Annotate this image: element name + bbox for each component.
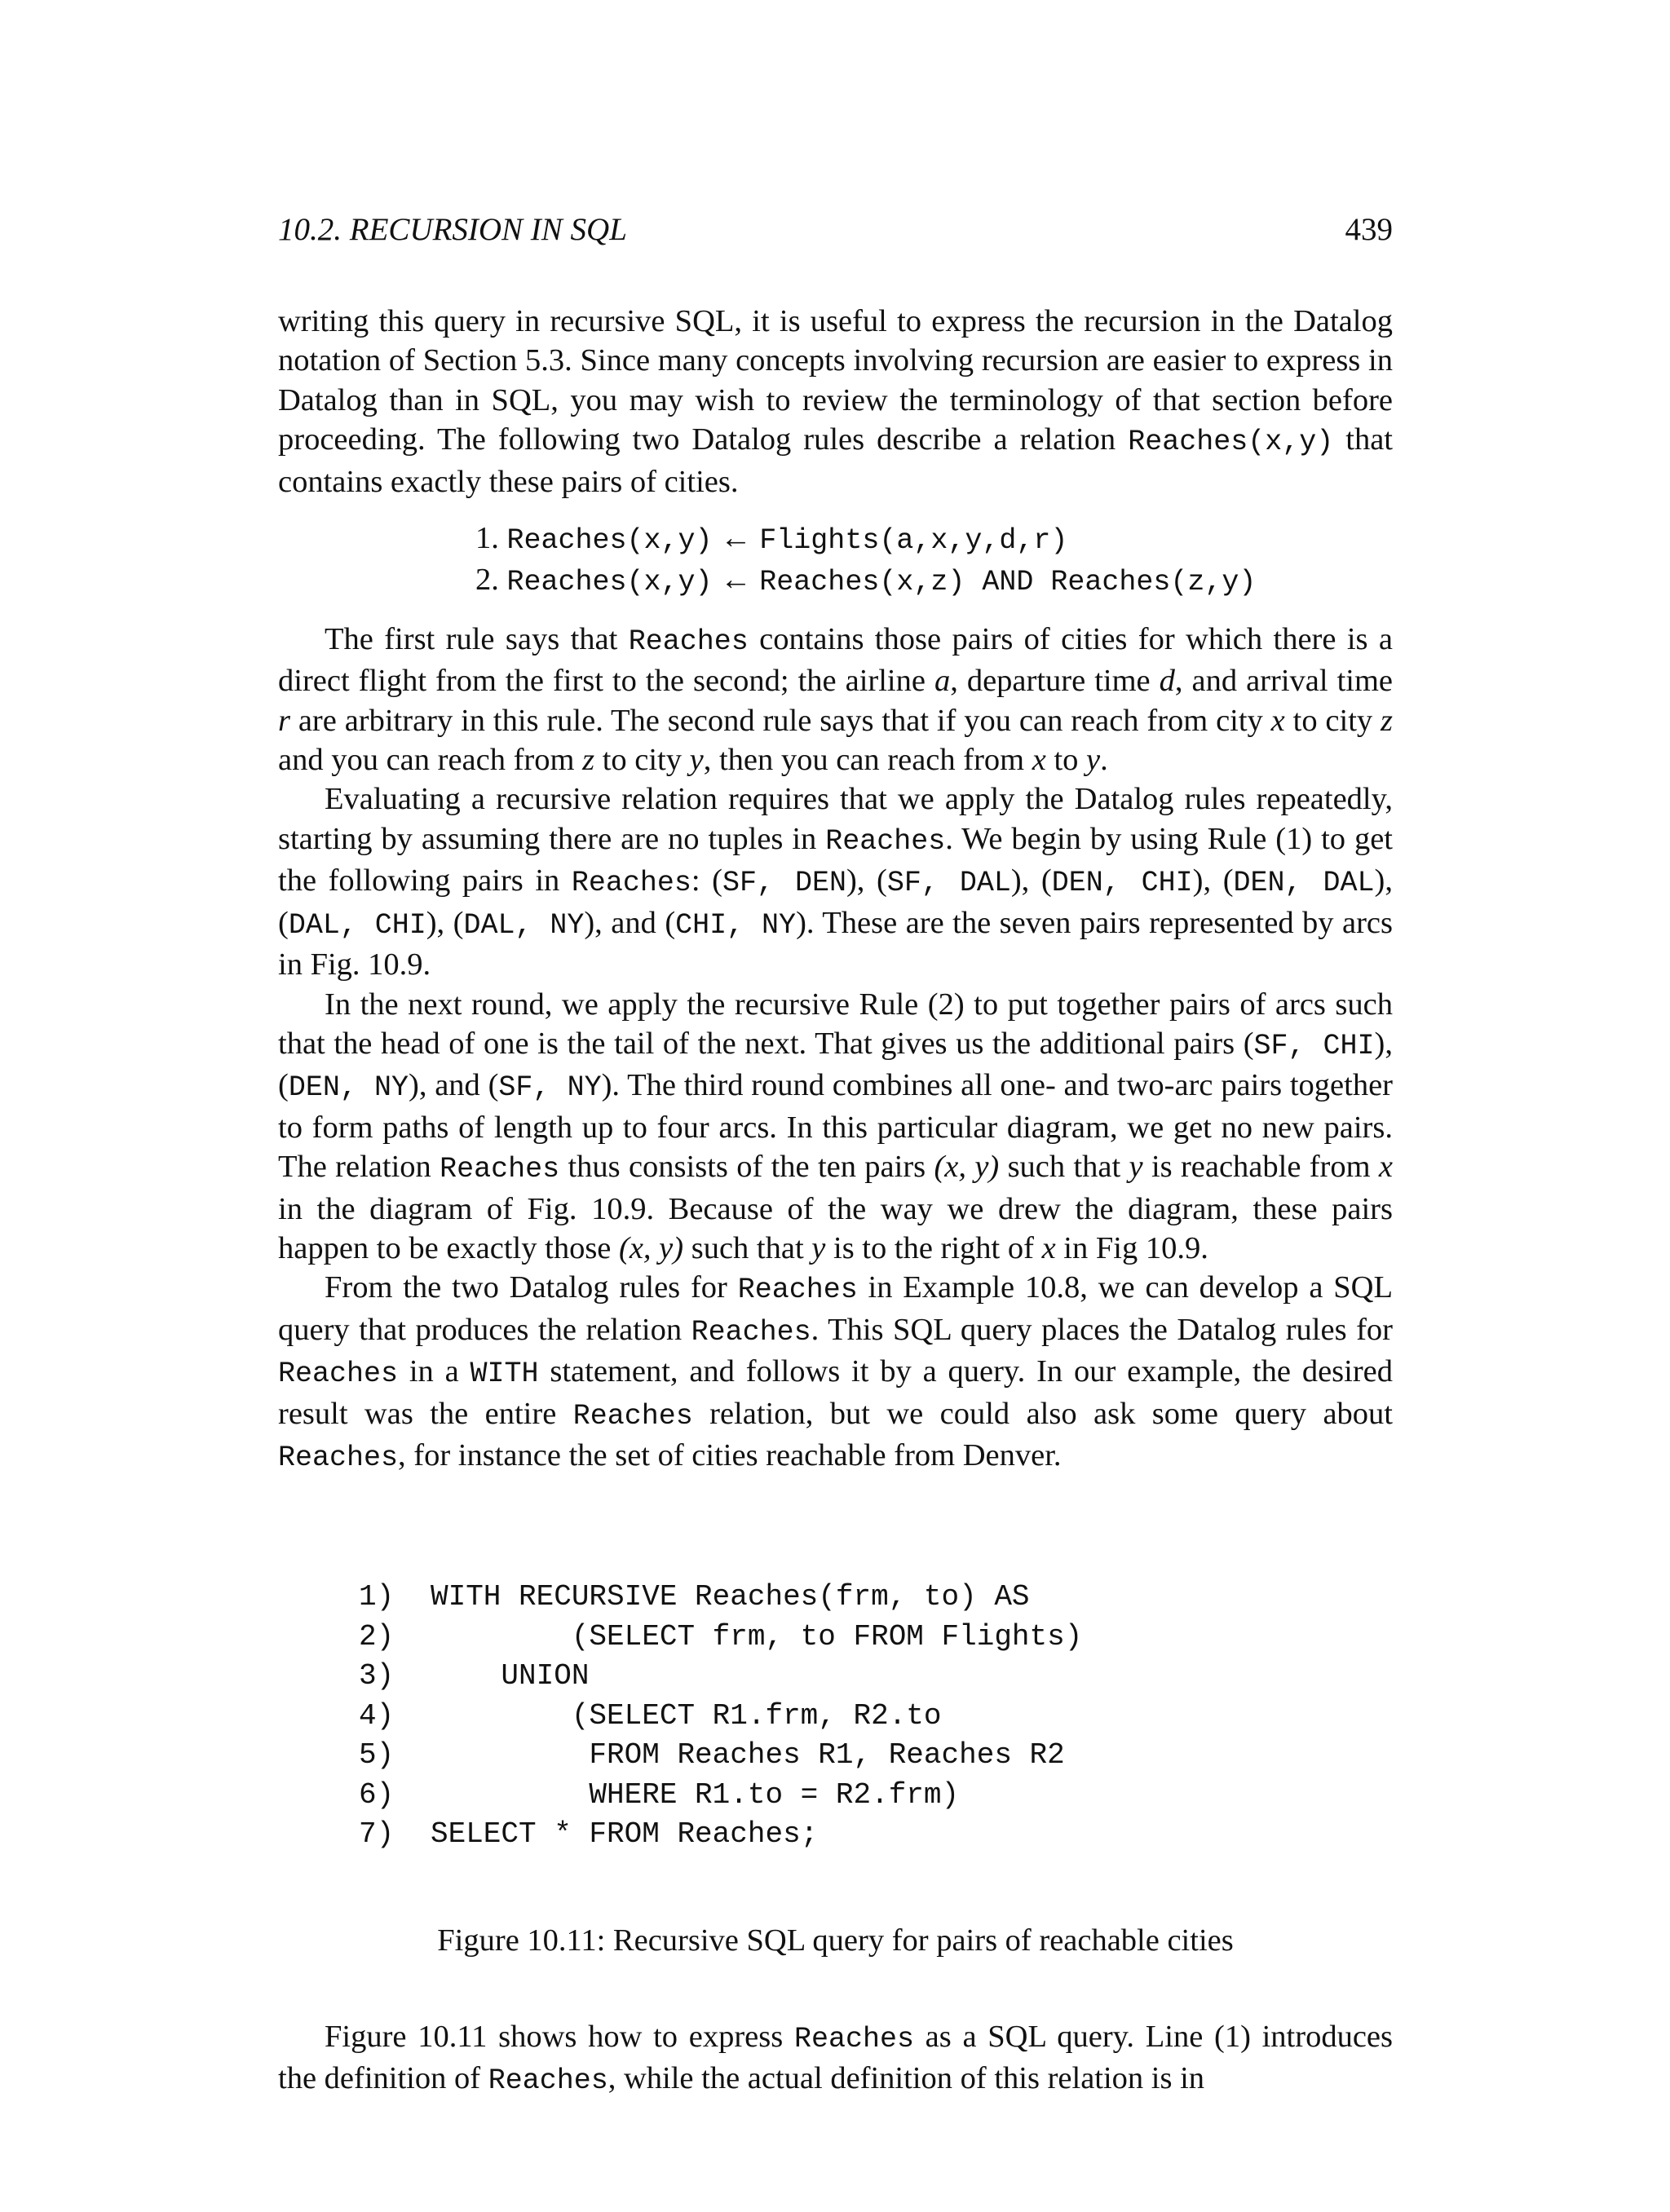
code-line: 2) (SELECT frm, to FROM Flights) xyxy=(359,1619,1083,1653)
section-title: 10.2. RECURSION IN SQL xyxy=(278,212,627,247)
body-text xyxy=(278,302,1393,1477)
paragraph-evaluation: Evaluating a recursive relation requires that we apply the Datalog rules repeatedly, starting by assuming there are no tuples in Reaches. We begin by using Rule (1) to get the following pairs in Reaches: (SF, DEN), (SF, DAL), (DEN, CHI), (DEN, DAL), (DAL, CHI), (DAL, NY), and (CHI, NY). These are the seven pairs represented by arcs in Fig. 10.9. xyxy=(278,782,1394,982)
datalog-rules xyxy=(278,519,1393,603)
sql-code-listing xyxy=(359,1578,1256,1855)
code-line: 5) FROM Reaches R1, Reaches R2 xyxy=(359,1738,1065,1772)
code-line: 4) (SELECT R1.frm, R2.to xyxy=(359,1698,942,1733)
paragraph-sql-intro: From the two Datalog rules for Reaches in Example 10.8, we can develop a SQL query that produces the relation Reaches. This SQL query places the Datalog rules for Reaches in a WITH statement, and follows it by a query. In our example, the desired result was the entire Reaches relation, but we could also ask some query about Reaches, for instance the set of cities reachable from Denver. xyxy=(278,1270,1393,1474)
paragraph-next-round: In the next round, we apply the recursive Rule (2) to put together pairs of arcs such that the head of one is the tail of the next. That gives us the additional pairs (SF, CHI), (DEN, NY), and (SF, NY). The third round combines all one- and two-arc pairs together to form paths of length up to four arcs. In this particular diagram, we get no new pairs. The relation Reaches thus consists of the ten pairs (x, y) such that y is reachable from x in the diagram of Fig. 10.9. Because of the way we drew the diagram, these pairs happen to be exactly those (x, y) such that y is to the right of x in Fig 10.9. xyxy=(278,987,1393,1265)
page-number: 439 xyxy=(1345,212,1393,247)
code-line: 1) WITH RECURSIVE Reaches(frm, to) AS xyxy=(359,1580,1030,1614)
datalog-rule: 1. Reaches(x,y) ← Flights(a,x,y,d,r) xyxy=(475,521,1068,558)
paragraph-rule-explanation: The first rule says that Reaches contains those pairs of cities for which there is a direct flight from the first to the second; the airline a, departure time d, and arrival time r are arbitrary in this rule. The second rule says that if you can reach from city x to city z and you can reach from z to city y, then you can reach from x to y. xyxy=(278,621,1394,778)
code-line: 3) UNION xyxy=(359,1659,590,1693)
figure-caption: Figure 10.11: Recursive SQL query for pairs of reachable cities xyxy=(437,1923,1234,1958)
intro-paragraph: writing this query in recursive SQL, it is useful to express the recursion in the Datalog notation of Section 5.3. Since many concepts involving recursion are easier to express in Datalog than in SQL, you may wish to review the terminology of that section before proceeding. The following two Datalog rules describe a relation Reaches(x,y) that contains exactly these pairs of cities. xyxy=(278,304,1393,499)
code-line: 6) WHERE R1.to = R2.frm) xyxy=(359,1777,960,1812)
paragraph-figure-explanation: Figure 10.11 shows how to express Reaches as a SQL query. Line (1) introduces the definition of Reaches, while the actual definition of this relation is in xyxy=(278,2020,1393,2098)
running-head xyxy=(278,210,1393,249)
code-line: 7) SELECT * FROM Reaches; xyxy=(359,1817,819,1851)
datalog-rule: 2. Reaches(x,y) ← Reaches(x,z) AND Reaches(z,y) xyxy=(475,563,1257,599)
